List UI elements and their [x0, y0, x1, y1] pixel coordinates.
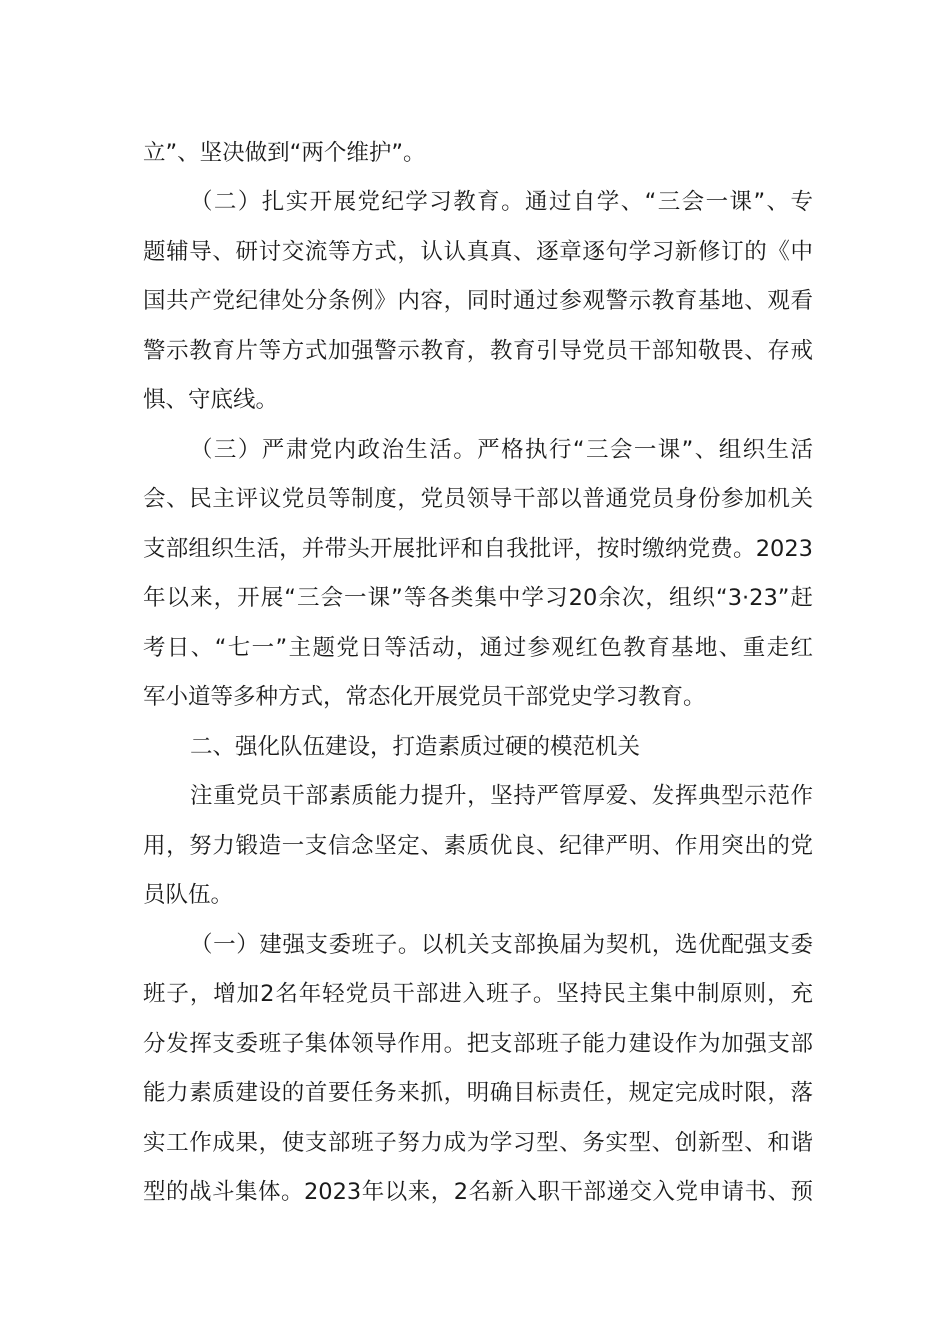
text-line: 型的战斗集体。2023年以来，2名新入职干部递交入党申请书、预: [143, 1179, 813, 1205]
text-line: 员队伍。: [143, 882, 234, 908]
section-heading: 二、强化队伍建设，打造素质过硬的模范机关: [190, 734, 641, 760]
text-line: 用，努力锻造一支信念坚定、素质优良、纪律严明、作用突出的党: [143, 833, 813, 859]
text-line: 分发挥支委班子集体领导作用。把支部班子能力建设作为加强支部: [143, 1031, 813, 1057]
text-line: 题辅导、研讨交流等方式，认认真真、逐章逐句学习新修订的《中: [143, 239, 813, 265]
text-line: 注重党员干部素质能力提升，坚持严管厚爱、发挥典型示范作: [190, 783, 813, 809]
text-line: 惧、守底线。: [143, 387, 279, 413]
text-line: 军小道等多种方式，常态化开展党员干部党史学习教育。: [143, 684, 706, 710]
text-line: 考日、“七一”主题党日等活动，通过参观红色教育基地、重走红: [143, 635, 813, 661]
text-line: （一）建强支委班子。以机关支部换届为契机，选优配强支委: [190, 932, 813, 958]
text-line: 立”、坚决做到“两个维护”。: [143, 140, 426, 166]
text-line: 国共产党纪律处分条例》内容，同时通过参观警示教育基地、观看: [143, 288, 813, 314]
text-line: 年以来，开展“三会一课”等各类集中学习20余次，组织“3·23”赶: [143, 585, 813, 611]
text-line: 支部组织生活，并带头开展批评和自我批评，按时缴纳党费。2023: [143, 536, 813, 562]
text-line: 能力素质建设的首要任务来抓，明确目标责任，规定完成时限，落: [143, 1080, 813, 1106]
text-line: 实工作成果，使支部班子努力成为学习型、务实型、创新型、和谐: [143, 1130, 813, 1156]
text-line: 会、民主评议党员等制度，党员领导干部以普通党员身份参加机关: [143, 486, 813, 512]
text-line: 班子，增加2名年轻党员干部进入班子。坚持民主集中制原则，充: [143, 981, 813, 1007]
text-line: （二）扎实开展党纪学习教育。通过自学、“三会一课”、专: [190, 189, 813, 215]
text-line: （三）严肃党内政治生活。严格执行“三会一课”、组织生活: [190, 437, 813, 463]
text-line: 警示教育片等方式加强警示教育，教育引导党员干部知敬畏、存戒: [143, 338, 813, 364]
